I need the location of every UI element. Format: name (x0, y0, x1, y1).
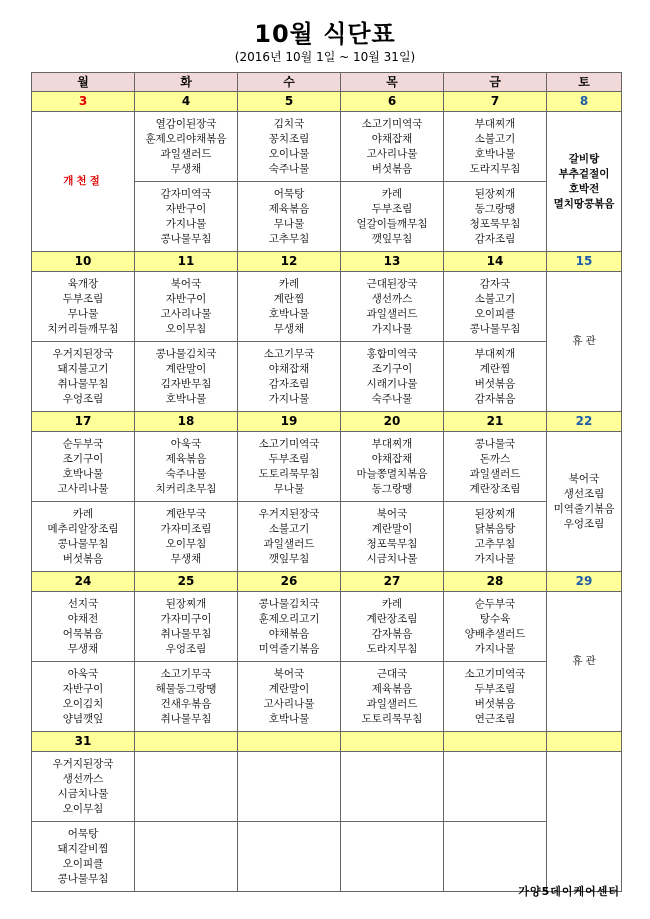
dish-item: 가지나물 (165, 217, 207, 230)
date-cell: 10 (32, 252, 135, 272)
date-cell: 8 (547, 92, 622, 112)
dish-item: 동그랑땡 (371, 482, 413, 495)
dinner-menu-cell (238, 502, 341, 572)
date-cell (238, 732, 341, 752)
dish-item: 호박나물 (165, 392, 207, 405)
dish-item: 순두부국 (62, 437, 104, 450)
dish-item: 고추무침 (268, 232, 310, 245)
dish-item: 아욱국 (67, 667, 99, 680)
dish-item: 숙주나물 (165, 467, 207, 480)
date-cell: 29 (547, 572, 622, 592)
lunch-menu-cell (238, 592, 341, 662)
dish-item: 두부조림 (62, 292, 104, 305)
lunch-menu-cell (341, 272, 444, 342)
date-cell: 31 (32, 732, 135, 752)
dish-item: 카레 (72, 507, 94, 520)
dish-item: 우거지된장국 (258, 507, 320, 520)
date-cell: 11 (135, 252, 238, 272)
dish-item: 생선까스 (371, 292, 413, 305)
date-cell: 24 (32, 572, 135, 592)
dish-item: 치커리들깨무침 (47, 322, 119, 335)
dinner-menu-cell (341, 662, 444, 732)
dish-item: 야채잡채 (371, 132, 413, 145)
dinner-row (32, 342, 622, 412)
lunch-menu-cell (135, 112, 238, 182)
lunch-menu-cell (238, 432, 341, 502)
dish-item: 무생채 (170, 552, 202, 565)
dish-item: 제육볶음 (268, 202, 310, 215)
lunch-row (32, 432, 622, 502)
holiday-note: 개천절 (32, 112, 135, 252)
dish-item: 자반구이 (62, 682, 104, 695)
dish-item: 돼지불고기 (57, 362, 109, 375)
dish-item: 과일샐러드 (263, 537, 315, 550)
dish-item: 홍합미역국 (366, 347, 418, 360)
lunch-menu-cell (32, 592, 135, 662)
dinner-menu-cell (444, 342, 547, 412)
dish-item: 휴 관 (572, 335, 596, 347)
dish-item: 고추무침 (474, 537, 516, 550)
dish-item: 무나물 (273, 217, 305, 230)
dish-item: 카레 (381, 597, 403, 610)
dish-item: 가지나물 (474, 642, 516, 655)
date-cell: 4 (135, 92, 238, 112)
menu-body (32, 92, 622, 892)
dinner-menu-cell (444, 822, 547, 892)
dish-item: 깻잎무침 (371, 232, 413, 245)
date-cell: 3 (32, 92, 135, 112)
dish-item: 북어국 (170, 277, 202, 290)
dish-item: 콩나물무침 (469, 322, 521, 335)
lunch-menu-cell (341, 432, 444, 502)
dish-item: 우거지된장국 (52, 347, 114, 360)
dish-item: 호박나물 (268, 712, 310, 725)
dish-item: 생선조림 (563, 487, 605, 500)
dish-item: 자반구이 (165, 202, 207, 215)
dinner-menu-cell (32, 822, 135, 892)
date-cell: 12 (238, 252, 341, 272)
dish-item: 우엉조림 (563, 517, 605, 530)
dish-item: 감자볶음 (371, 627, 413, 640)
dinner-menu-cell (444, 502, 547, 572)
lunch-row (32, 752, 622, 822)
dish-item: 조기구이 (62, 452, 104, 465)
dish-item: 돼지갈비찜 (57, 842, 109, 855)
dinner-menu-cell (444, 182, 547, 252)
dish-item: 숙주나물 (268, 162, 310, 175)
dish-item: 감자볶음 (474, 392, 516, 405)
dish-item: 열감이된장국 (155, 117, 217, 130)
dish-item: 마늘쫑멸치볶음 (356, 467, 428, 480)
dish-item: 자반구이 (165, 292, 207, 305)
dish-item: 과일샐러드 (366, 697, 418, 710)
dish-item: 가지나물 (474, 552, 516, 565)
dish-item: 가자미조림 (160, 522, 212, 535)
date-cell (341, 732, 444, 752)
weekday-header-row (32, 73, 622, 92)
dish-item: 소고기무국 (263, 347, 315, 360)
dinner-row (32, 662, 622, 732)
dish-item: 김자반무침 (160, 377, 212, 390)
dish-item: 시금치나물 (57, 787, 109, 800)
date-cell: 21 (444, 412, 547, 432)
dish-item: 꽁치조림 (268, 132, 310, 145)
dish-item: 계란장조림 (366, 612, 418, 625)
dish-item: 갈비탕 (568, 152, 600, 165)
dish-item: 가자미구이 (160, 612, 212, 625)
date-cell: 7 (444, 92, 547, 112)
dish-item: 소불고기 (474, 132, 516, 145)
dinner-menu-cell (32, 502, 135, 572)
dish-item: 가지나물 (268, 392, 310, 405)
dinner-menu-cell (135, 182, 238, 252)
dish-item: 제육볶음 (165, 452, 207, 465)
dish-item: 오이나물 (268, 147, 310, 160)
dish-item: 야채잡채 (371, 452, 413, 465)
date-cell: 5 (238, 92, 341, 112)
dish-item: 호박나물 (62, 467, 104, 480)
dish-item: 어묵탕 (273, 187, 305, 200)
dish-item: 근대국 (376, 667, 408, 680)
lunch-menu-cell (32, 272, 135, 342)
weekday-header: 토 (547, 73, 622, 92)
dinner-menu-cell (135, 662, 238, 732)
lunch-menu-cell (135, 592, 238, 662)
dinner-row (32, 822, 622, 892)
dish-item: 조기구이 (371, 362, 413, 375)
lunch-menu-cell (444, 272, 547, 342)
dish-item: 얼갈이들깨무침 (356, 217, 428, 230)
dinner-menu-cell (238, 342, 341, 412)
dish-item: 근대된장국 (366, 277, 418, 290)
weekday-header: 수 (238, 73, 341, 92)
dish-item: 북어국 (273, 667, 305, 680)
dish-item: 계란말이 (371, 522, 413, 535)
saturday-menu-cell (547, 272, 622, 412)
dish-item: 숙주나물 (371, 392, 413, 405)
dish-item: 무생채 (67, 642, 99, 655)
dish-item: 훈제오리야채볶음 (145, 132, 227, 145)
dish-item: 고사리나물 (160, 307, 212, 320)
dish-item: 고사리나물 (57, 482, 109, 495)
dish-item: 과일샐러드 (366, 307, 418, 320)
dinner-menu-cell (135, 502, 238, 572)
lunch-menu-cell (135, 272, 238, 342)
dish-item: 시금치나물 (366, 552, 418, 565)
date-cell: 18 (135, 412, 238, 432)
dinner-menu-cell (32, 662, 135, 732)
dish-item: 카레 (278, 277, 300, 290)
center-name: 가양5데이케어센터 (518, 885, 620, 898)
date-cell: 6 (341, 92, 444, 112)
dish-item: 탕수육 (479, 612, 511, 625)
dish-item: 계란찜 (479, 362, 511, 375)
dish-item: 건새우볶음 (160, 697, 212, 710)
lunch-menu-cell (32, 752, 135, 822)
weekday-header: 목 (341, 73, 444, 92)
dish-item: 휴 관 (572, 655, 596, 667)
dish-item: 오이무침 (62, 802, 104, 815)
dish-item: 무생채 (170, 162, 202, 175)
dish-item: 된장찌개 (165, 597, 207, 610)
dish-item: 부추겉절이 (558, 167, 610, 180)
dish-item: 오이피클 (62, 857, 104, 870)
dish-item: 청포묵무침 (469, 217, 521, 230)
date-cell: 15 (547, 252, 622, 272)
dish-item: 무나물 (273, 482, 305, 495)
dinner-menu-cell (341, 342, 444, 412)
dish-item: 콩나물무침 (160, 232, 212, 245)
dish-item: 계란말이 (268, 682, 310, 695)
dish-item: 미역줄기볶음 (258, 642, 320, 655)
dish-item: 소고기미역국 (464, 667, 526, 680)
weekday-header: 금 (444, 73, 547, 92)
lunch-menu-cell (135, 752, 238, 822)
dish-item: 된장찌개 (474, 507, 516, 520)
dish-item: 고사리나물 (366, 147, 418, 160)
dish-item: 북어국 (376, 507, 408, 520)
dish-item: 양념깻잎 (62, 712, 104, 725)
page-title: 10월 식단표 (254, 20, 396, 48)
dish-item: 콩나물김치국 (258, 597, 320, 610)
date-cell: 27 (341, 572, 444, 592)
dish-item: 시래기나물 (366, 377, 418, 390)
dish-item: 감자조림 (268, 377, 310, 390)
dish-item: 깻잎무침 (268, 552, 310, 565)
dish-item: 무나물 (67, 307, 99, 320)
dish-item: 양배추샐러드 (464, 627, 526, 640)
saturday-menu-cell (547, 752, 622, 892)
dish-item: 호박전 (568, 182, 600, 195)
dish-item: 콩나물무침 (57, 537, 109, 550)
dinner-menu-cell (32, 342, 135, 412)
dish-item: 호박나물 (474, 147, 516, 160)
dish-item: 도토리묵무침 (258, 467, 320, 480)
lunch-menu-cell (135, 432, 238, 502)
dish-item: 오이피클 (474, 307, 516, 320)
lunch-menu-cell (444, 752, 547, 822)
date-cell: 20 (341, 412, 444, 432)
dinner-menu-cell (238, 822, 341, 892)
dish-item: 우거지된장국 (52, 757, 114, 770)
dish-item: 순두부국 (474, 597, 516, 610)
saturday-menu-cell (547, 592, 622, 732)
dish-item: 부대찌개 (474, 117, 516, 130)
dish-item: 오이무침 (165, 537, 207, 550)
dish-item: 야채전 (67, 612, 99, 625)
dish-item: 소고기미역국 (361, 117, 423, 130)
dinner-menu-cell (341, 822, 444, 892)
dish-item: 계란찜 (273, 292, 305, 305)
dish-item: 연근조림 (474, 712, 516, 725)
date-cell: 14 (444, 252, 547, 272)
date-cell (444, 732, 547, 752)
dish-item: 감자조림 (474, 232, 516, 245)
dish-item: 오이무침 (165, 322, 207, 335)
dish-item: 소불고기 (474, 292, 516, 305)
dish-item: 부대찌개 (474, 347, 516, 360)
dish-item: 과일샐러드 (160, 147, 212, 160)
dish-item: 과일샐러드 (469, 467, 521, 480)
dish-item: 메추리알장조림 (47, 522, 119, 535)
date-cell: 28 (444, 572, 547, 592)
dish-item: 계란말이 (165, 362, 207, 375)
dish-item: 야채잡채 (268, 362, 310, 375)
dish-item: 제육볶음 (371, 682, 413, 695)
date-row (32, 252, 622, 272)
saturday-menu-cell (547, 112, 622, 252)
dish-item: 버섯볶음 (474, 377, 516, 390)
lunch-menu-cell (444, 112, 547, 182)
dish-item: 어묵탕 (67, 827, 99, 840)
dish-item: 계란장조림 (469, 482, 521, 495)
date-cell: 13 (341, 252, 444, 272)
dish-item: 어묵볶음 (62, 627, 104, 640)
dish-item: 소고기무국 (160, 667, 212, 680)
dish-item: 콩나물무침 (57, 872, 109, 885)
dish-item: 소고기미역국 (258, 437, 320, 450)
lunch-menu-cell (32, 432, 135, 502)
dish-item: 육개장 (67, 277, 99, 290)
lunch-menu-cell (444, 592, 547, 662)
dish-item: 버섯볶음 (62, 552, 104, 565)
dish-item: 감자국 (479, 277, 511, 290)
date-cell: 26 (238, 572, 341, 592)
lunch-row (32, 272, 622, 342)
dinner-row (32, 502, 622, 572)
dish-item: 부대찌개 (371, 437, 413, 450)
dish-item: 감자미역국 (160, 187, 212, 200)
lunch-menu-cell (238, 272, 341, 342)
dish-item: 청포묵무침 (366, 537, 418, 550)
dish-item: 생선까스 (62, 772, 104, 785)
dish-item: 아욱국 (170, 437, 202, 450)
weekday-header: 화 (135, 73, 238, 92)
saturday-menu-cell (547, 432, 622, 572)
date-cell (547, 732, 622, 752)
dish-item: 김치국 (273, 117, 305, 130)
lunch-menu-cell (341, 752, 444, 822)
date-row (32, 572, 622, 592)
lunch-menu-cell (238, 752, 341, 822)
dish-item: 호박나물 (268, 307, 310, 320)
dish-item: 콩나물국 (474, 437, 516, 450)
dish-item: 버섯볶음 (474, 697, 516, 710)
dish-item: 야채볶음 (268, 627, 310, 640)
date-cell: 25 (135, 572, 238, 592)
dish-item: 가지나물 (371, 322, 413, 335)
lunch-menu-cell (341, 592, 444, 662)
dinner-menu-cell (135, 822, 238, 892)
lunch-row (32, 112, 622, 182)
dish-item: 소불고기 (268, 522, 310, 535)
dish-item: 취나물무침 (160, 712, 212, 725)
dish-item: 계란무국 (165, 507, 207, 520)
dish-item: 콩나물김치국 (155, 347, 217, 360)
dinner-menu-cell (238, 182, 341, 252)
date-cell: 22 (547, 412, 622, 432)
dish-item: 도라지무침 (366, 642, 418, 655)
dish-item: 된장찌개 (474, 187, 516, 200)
dinner-menu-cell (238, 662, 341, 732)
dish-item: 도라지무침 (469, 162, 521, 175)
dish-item: 무생채 (273, 322, 305, 335)
date-row (32, 412, 622, 432)
lunch-row (32, 592, 622, 662)
dish-item: 두부조림 (474, 682, 516, 695)
dish-item: 오이김치 (62, 697, 104, 710)
date-cell: 19 (238, 412, 341, 432)
lunch-menu-cell (341, 112, 444, 182)
dish-item: 카레 (381, 187, 403, 200)
dish-item: 훈제오리고기 (258, 612, 320, 625)
lunch-menu-cell (444, 432, 547, 502)
dinner-menu-cell (135, 342, 238, 412)
dish-item: 멸치땅콩볶음 (553, 197, 615, 210)
dish-item: 도토리묵무침 (361, 712, 423, 725)
dish-item: 북어국 (568, 472, 600, 485)
dinner-menu-cell (341, 182, 444, 252)
dish-item: 닭볶음탕 (474, 522, 516, 535)
date-cell: 17 (32, 412, 135, 432)
weekday-header: 월 (32, 73, 135, 92)
dish-item: 버섯볶음 (371, 162, 413, 175)
dish-item: 우엉조림 (62, 392, 104, 405)
dish-item: 동그랑땡 (474, 202, 516, 215)
page-subtitle: (2016년 10월 1일 ~ 10월 31일) (234, 50, 416, 64)
dish-item: 미역줄기볶음 (553, 502, 615, 515)
dish-item: 돈까스 (479, 452, 511, 465)
dish-item: 해물동그랑땡 (155, 682, 217, 695)
dish-item: 치커리초무침 (155, 482, 217, 495)
dish-item: 취나물무침 (57, 377, 109, 390)
dish-item: 고사리나물 (263, 697, 315, 710)
menu-table (31, 72, 622, 892)
lunch-menu-cell (238, 112, 341, 182)
dish-item: 취나물무침 (160, 627, 212, 640)
date-cell (135, 732, 238, 752)
dish-item: 두부조림 (268, 452, 310, 465)
date-row (32, 92, 622, 112)
date-row (32, 732, 622, 752)
dinner-menu-cell (444, 662, 547, 732)
dinner-menu-cell (341, 502, 444, 572)
dish-item: 우엉조림 (165, 642, 207, 655)
dish-item: 두부조림 (371, 202, 413, 215)
dish-item: 선지국 (67, 597, 99, 610)
